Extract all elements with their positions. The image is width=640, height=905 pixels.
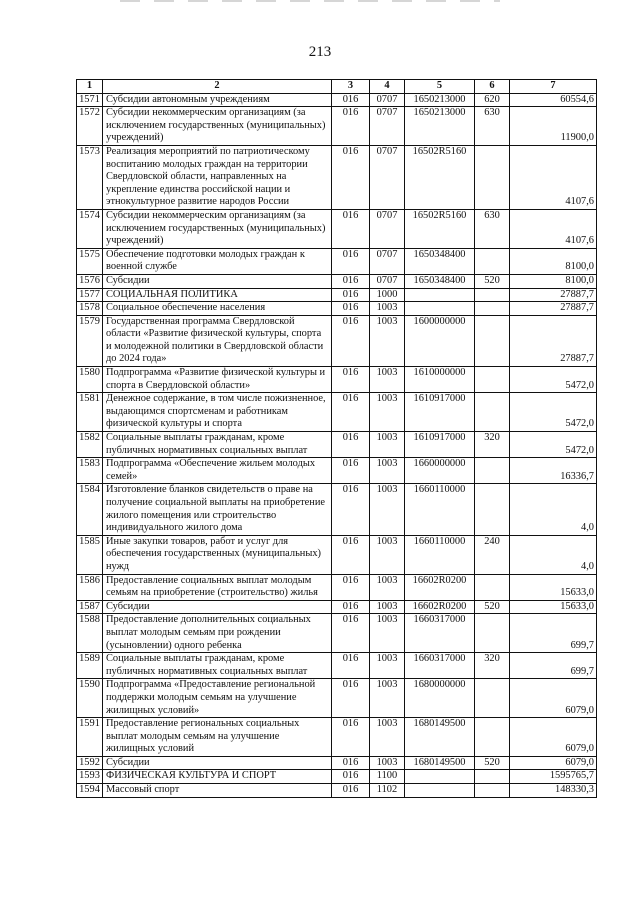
expense-type-code-cell: 240 — [475, 535, 510, 574]
row-number-cell: 1593 — [77, 770, 103, 784]
section-code-cell: 1003 — [370, 367, 405, 393]
amount-cell: 699,7 — [510, 614, 597, 653]
expense-type-code-cell — [475, 302, 510, 316]
table-row — [77, 574, 597, 600]
row-number-cell: 1579 — [77, 315, 103, 366]
target-article-code-cell — [405, 770, 475, 784]
table-row — [77, 93, 597, 107]
section-code-cell: 1003 — [370, 432, 405, 458]
item-name-cell: Государственная программа Свердловской области «Развитие физической культуры, спорта и молодежной политики в Свердловской области до 2024 года» — [103, 315, 332, 366]
table-row — [77, 315, 597, 366]
table-row — [77, 458, 597, 484]
section-code-cell: 1102 — [370, 784, 405, 798]
expense-type-code-cell: 620 — [475, 93, 510, 107]
target-article-code-cell — [405, 784, 475, 798]
table-row — [77, 600, 597, 614]
section-code-cell: 1003 — [370, 484, 405, 535]
row-number-cell: 1582 — [77, 432, 103, 458]
table-row — [77, 288, 597, 302]
amount-cell: 5472,0 — [510, 393, 597, 432]
section-code-cell: 1003 — [370, 302, 405, 316]
table-row — [77, 484, 597, 535]
item-name-cell: Социальные выплаты гражданам, кроме публичных нормативных социальных выплат — [103, 653, 332, 679]
target-article-code-cell: 1610917000 — [405, 432, 475, 458]
expense-type-code-cell — [475, 458, 510, 484]
expense-type-code-cell — [475, 614, 510, 653]
ministry-code-cell: 016 — [332, 574, 370, 600]
item-name-cell: Подпрограмма «Развитие физической культуры и спорта в Свердловской области» — [103, 367, 332, 393]
ministry-code-cell: 016 — [332, 458, 370, 484]
ministry-code-cell: 016 — [332, 93, 370, 107]
section-code-cell: 1003 — [370, 535, 405, 574]
section-code-cell: 0707 — [370, 274, 405, 288]
expense-type-code-cell: 520 — [475, 756, 510, 770]
row-number-cell: 1583 — [77, 458, 103, 484]
budget-table — [76, 79, 597, 798]
ministry-code-cell: 016 — [332, 784, 370, 798]
ministry-code-cell: 016 — [332, 679, 370, 718]
ministry-code-cell: 016 — [332, 288, 370, 302]
budget-table-container — [76, 79, 596, 798]
table-row — [77, 209, 597, 248]
amount-cell: 27887,7 — [510, 302, 597, 316]
target-article-code-cell: 1650213000 — [405, 107, 475, 146]
amount-cell: 4107,6 — [510, 145, 597, 209]
amount-cell: 4,0 — [510, 484, 597, 535]
expense-type-code-cell — [475, 784, 510, 798]
item-name-cell: Подпрограмма «Обеспечение жильем молодых семей» — [103, 458, 332, 484]
section-code-cell: 1003 — [370, 756, 405, 770]
expense-type-code-cell — [475, 574, 510, 600]
header-cell: 7 — [510, 80, 597, 94]
item-name-cell: Подпрограмма «Предоставление региональной поддержки молодым семьям на улучшение жилищных условий» — [103, 679, 332, 718]
item-name-cell: Социальные выплаты гражданам, кроме публичных нормативных социальных выплат — [103, 432, 332, 458]
table-row — [77, 274, 597, 288]
item-name-cell: Субсидии — [103, 600, 332, 614]
ministry-code-cell: 016 — [332, 484, 370, 535]
row-number-cell: 1575 — [77, 248, 103, 274]
expense-type-code-cell: 630 — [475, 209, 510, 248]
table-row — [77, 784, 597, 798]
table-row — [77, 756, 597, 770]
section-code-cell: 1000 — [370, 288, 405, 302]
row-number-cell: 1586 — [77, 574, 103, 600]
amount-cell: 699,7 — [510, 653, 597, 679]
row-number-cell: 1574 — [77, 209, 103, 248]
target-article-code-cell: 1610000000 — [405, 367, 475, 393]
header-cell: 1 — [77, 80, 103, 94]
target-article-code-cell: 16502R5160 — [405, 145, 475, 209]
row-number-cell: 1572 — [77, 107, 103, 146]
expense-type-code-cell — [475, 679, 510, 718]
section-code-cell: 1003 — [370, 458, 405, 484]
expense-type-code-cell: 520 — [475, 274, 510, 288]
ministry-code-cell: 016 — [332, 274, 370, 288]
amount-cell: 5472,0 — [510, 432, 597, 458]
item-name-cell: Предоставление социальных выплат молодым семьям на приобретение (строительство) жилья — [103, 574, 332, 600]
table-row — [77, 432, 597, 458]
item-name-cell: Массовый спорт — [103, 784, 332, 798]
ministry-code-cell: 016 — [332, 756, 370, 770]
ministry-code-cell: 016 — [332, 432, 370, 458]
amount-cell: 8100,0 — [510, 248, 597, 274]
target-article-code-cell: 1660110000 — [405, 484, 475, 535]
item-name-cell: СОЦИАЛЬНАЯ ПОЛИТИКА — [103, 288, 332, 302]
section-code-cell: 1003 — [370, 315, 405, 366]
header-cell: 4 — [370, 80, 405, 94]
item-name-cell: Субсидии — [103, 274, 332, 288]
amount-cell: 5472,0 — [510, 367, 597, 393]
scan-edge-artifact — [120, 0, 500, 2]
row-number-cell: 1587 — [77, 600, 103, 614]
item-name-cell: Предоставление региональных социальных выплат молодым семьям на улучшение жилищных условий — [103, 718, 332, 757]
amount-cell: 6079,0 — [510, 756, 597, 770]
amount-cell: 15633,0 — [510, 600, 597, 614]
amount-cell: 148330,3 — [510, 784, 597, 798]
section-code-cell: 1003 — [370, 653, 405, 679]
expense-type-code-cell — [475, 718, 510, 757]
header-cell: 5 — [405, 80, 475, 94]
header-cell: 6 — [475, 80, 510, 94]
row-number-cell: 1588 — [77, 614, 103, 653]
ministry-code-cell: 016 — [332, 600, 370, 614]
ministry-code-cell: 016 — [332, 302, 370, 316]
target-article-code-cell: 1680000000 — [405, 679, 475, 718]
expense-type-code-cell — [475, 248, 510, 274]
item-name-cell: Социальное обеспечение населения — [103, 302, 332, 316]
expense-type-code-cell — [475, 367, 510, 393]
table-row — [77, 107, 597, 146]
table-row — [77, 535, 597, 574]
expense-type-code-cell — [475, 145, 510, 209]
item-name-cell: Субсидии некоммерческим организациям (за исключением государственных (муниципальных) учреждений) — [103, 107, 332, 146]
expense-type-code-cell — [475, 393, 510, 432]
page-number: 213 — [308, 44, 332, 60]
target-article-code-cell: 16602R0200 — [405, 574, 475, 600]
row-number-cell: 1594 — [77, 784, 103, 798]
amount-cell: 6079,0 — [510, 718, 597, 757]
row-number-cell: 1573 — [77, 145, 103, 209]
section-code-cell: 1003 — [370, 574, 405, 600]
table-row — [77, 614, 597, 653]
target-article-code-cell: 1660110000 — [405, 535, 475, 574]
table-row — [77, 145, 597, 209]
item-name-cell: Субсидии — [103, 756, 332, 770]
amount-cell: 27887,7 — [510, 288, 597, 302]
target-article-code-cell — [405, 302, 475, 316]
target-article-code-cell: 1660317000 — [405, 653, 475, 679]
row-number-cell: 1580 — [77, 367, 103, 393]
target-article-code-cell: 1660000000 — [405, 458, 475, 484]
table-row — [77, 367, 597, 393]
item-name-cell: Иные закупки товаров, работ и услуг для обеспечения государственных (муниципальных) нужд — [103, 535, 332, 574]
ministry-code-cell: 016 — [332, 107, 370, 146]
row-number-cell: 1589 — [77, 653, 103, 679]
target-article-code-cell: 16502R5160 — [405, 209, 475, 248]
header-cell: 2 — [103, 80, 332, 94]
expense-type-code-cell — [475, 770, 510, 784]
expense-type-code-cell — [475, 288, 510, 302]
target-article-code-cell: 16602R0200 — [405, 600, 475, 614]
expense-type-code-cell: 320 — [475, 653, 510, 679]
expense-type-code-cell — [475, 484, 510, 535]
amount-cell: 4107,6 — [510, 209, 597, 248]
amount-cell: 11900,0 — [510, 107, 597, 146]
amount-cell: 4,0 — [510, 535, 597, 574]
section-code-cell: 1003 — [370, 393, 405, 432]
amount-cell: 27887,7 — [510, 315, 597, 366]
target-article-code-cell: 1660317000 — [405, 614, 475, 653]
item-name-cell: Изготовление бланков свидетельств о праве на получение социальной выплаты на приобретение жилого помещения или строительство индивидуального жилого дома — [103, 484, 332, 535]
table-row — [77, 770, 597, 784]
table-row — [77, 302, 597, 316]
target-article-code-cell — [405, 288, 475, 302]
section-code-cell: 0707 — [370, 93, 405, 107]
item-name-cell: ФИЗИЧЕСКАЯ КУЛЬТУРА И СПОРТ — [103, 770, 332, 784]
row-number-cell: 1571 — [77, 93, 103, 107]
expense-type-code-cell: 320 — [475, 432, 510, 458]
row-number-cell: 1577 — [77, 288, 103, 302]
ministry-code-cell: 016 — [332, 535, 370, 574]
row-number-cell: 1585 — [77, 535, 103, 574]
row-number-cell: 1584 — [77, 484, 103, 535]
amount-cell: 16336,7 — [510, 458, 597, 484]
row-number-cell: 1591 — [77, 718, 103, 757]
ministry-code-cell: 016 — [332, 145, 370, 209]
ministry-code-cell: 016 — [332, 718, 370, 757]
row-number-cell: 1576 — [77, 274, 103, 288]
table-row — [77, 393, 597, 432]
ministry-code-cell: 016 — [332, 393, 370, 432]
row-number-cell: 1590 — [77, 679, 103, 718]
item-name-cell: Субсидии автономным учреждениям — [103, 93, 332, 107]
ministry-code-cell: 016 — [332, 209, 370, 248]
item-name-cell: Обеспечение подготовки молодых граждан к военной службе — [103, 248, 332, 274]
table-header-row — [77, 80, 597, 94]
table-row — [77, 679, 597, 718]
table-row — [77, 248, 597, 274]
ministry-code-cell: 016 — [332, 248, 370, 274]
item-name-cell: Реализация мероприятий по патриотическому воспитанию молодых граждан на территории Свердловской области, направленных на укрепление единства российской нации и этнокультурное развитие народов России — [103, 145, 332, 209]
target-article-code-cell: 1650348400 — [405, 248, 475, 274]
section-code-cell: 1100 — [370, 770, 405, 784]
target-article-code-cell: 1650348400 — [405, 274, 475, 288]
table-row — [77, 718, 597, 757]
amount-cell: 6079,0 — [510, 679, 597, 718]
target-article-code-cell: 1680149500 — [405, 718, 475, 757]
target-article-code-cell: 1650213000 — [405, 93, 475, 107]
row-number-cell: 1581 — [77, 393, 103, 432]
section-code-cell: 0707 — [370, 145, 405, 209]
ministry-code-cell: 016 — [332, 315, 370, 366]
item-name-cell: Денежное содержание, в том числе пожизненное, выдающимся спортсменам и работникам физической культуры и спорта — [103, 393, 332, 432]
target-article-code-cell: 1610917000 — [405, 393, 475, 432]
ministry-code-cell: 016 — [332, 367, 370, 393]
amount-cell: 15633,0 — [510, 574, 597, 600]
expense-type-code-cell: 630 — [475, 107, 510, 146]
ministry-code-cell: 016 — [332, 770, 370, 784]
section-code-cell: 0707 — [370, 209, 405, 248]
row-number-cell: 1578 — [77, 302, 103, 316]
amount-cell: 1595765,7 — [510, 770, 597, 784]
amount-cell: 60554,6 — [510, 93, 597, 107]
ministry-code-cell: 016 — [332, 653, 370, 679]
target-article-code-cell: 1680149500 — [405, 756, 475, 770]
row-number-cell: 1592 — [77, 756, 103, 770]
section-code-cell: 1003 — [370, 614, 405, 653]
table-row — [77, 653, 597, 679]
item-name-cell: Предоставление дополнительных социальных выплат молодым семьям при рождении (усыновлении) одного ребенка — [103, 614, 332, 653]
expense-type-code-cell — [475, 315, 510, 366]
section-code-cell: 1003 — [370, 600, 405, 614]
section-code-cell: 0707 — [370, 107, 405, 146]
target-article-code-cell: 1600000000 — [405, 315, 475, 366]
header-cell: 3 — [332, 80, 370, 94]
section-code-cell: 0707 — [370, 248, 405, 274]
ministry-code-cell: 016 — [332, 614, 370, 653]
section-code-cell: 1003 — [370, 718, 405, 757]
item-name-cell: Субсидии некоммерческим организациям (за исключением государственных (муниципальных) учреждений) — [103, 209, 332, 248]
expense-type-code-cell: 520 — [475, 600, 510, 614]
amount-cell: 8100,0 — [510, 274, 597, 288]
section-code-cell: 1003 — [370, 679, 405, 718]
